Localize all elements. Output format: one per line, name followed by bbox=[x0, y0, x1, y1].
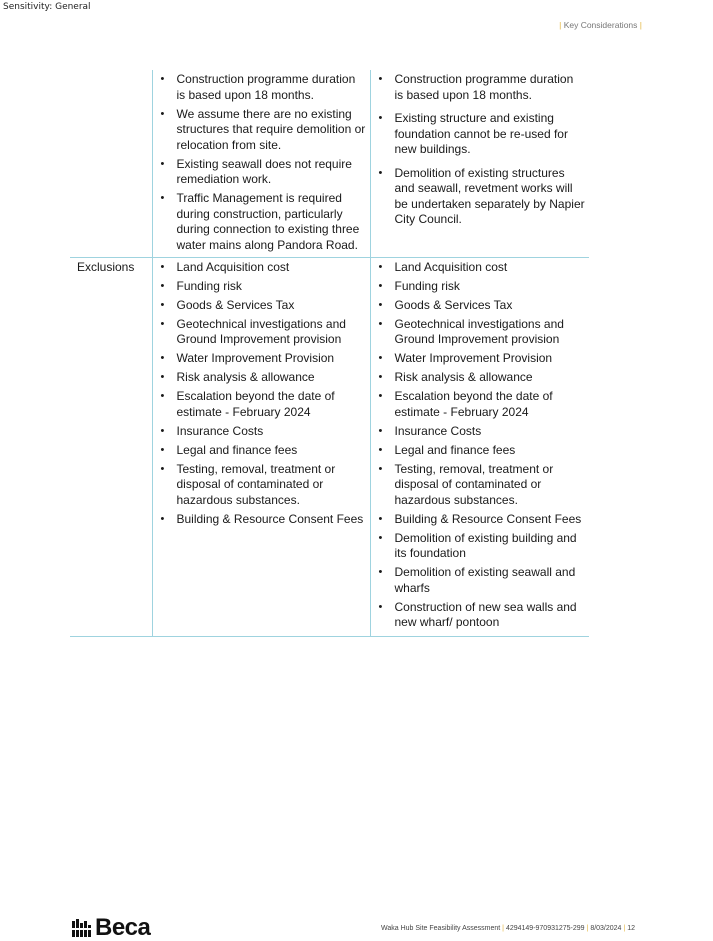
footer-info bbox=[381, 925, 635, 932]
list-item: • Construction programme duration is based upon 18 months. bbox=[377, 72, 586, 103]
list-item: • Demolition of existing structures and seawall, revetment works will be undertaken separately by Napier City Council. bbox=[377, 166, 586, 228]
list-item: • Risk analysis & allowance bbox=[377, 370, 586, 386]
list-item: • Testing, removal, treatment or disposal of contaminated or hazardous substances. bbox=[159, 462, 366, 509]
list-item: • Water Improvement Provision bbox=[377, 351, 586, 367]
assumptions-column-b bbox=[370, 70, 589, 257]
exclusions-list-b bbox=[377, 260, 586, 631]
list-item: • Land Acquisition cost bbox=[159, 260, 366, 276]
list-item: • Geotechnical investigations and Ground Improvement provision bbox=[159, 317, 366, 348]
assumptions-list-b bbox=[377, 72, 586, 228]
list-item: • Existing seawall does not require remediation work. bbox=[159, 157, 366, 188]
list-item: • Building & Resource Consent Fees bbox=[377, 512, 586, 528]
footer-separator: | bbox=[623, 925, 626, 932]
list-item: • Land Acquisition cost bbox=[377, 260, 586, 276]
exclusions-column-a bbox=[152, 257, 370, 637]
list-item: • Existing structure and existing foundation cannot be re-used for new buildings. bbox=[377, 111, 586, 158]
list-item: • Insurance Costs bbox=[377, 424, 586, 440]
list-item: • Insurance Costs bbox=[159, 424, 366, 440]
list-item: • Traffic Management is required during construction, particularly during connection to existing three water mains along Pandora Road. bbox=[159, 191, 366, 253]
footer-reference: 4294149-970931275-299 bbox=[505, 925, 585, 932]
list-item: • Escalation beyond the date of estimate - February 2024 bbox=[377, 389, 586, 420]
list-item: • Legal and finance fees bbox=[377, 443, 586, 459]
list-item: • Demolition of existing building and its foundation bbox=[377, 531, 586, 562]
list-item: • Funding risk bbox=[159, 279, 366, 295]
considerations-table bbox=[70, 70, 589, 637]
section-header bbox=[559, 20, 642, 30]
list-item: • Building & Resource Consent Fees bbox=[159, 512, 366, 528]
list-item: • We assume there are no existing structures that require demolition or relocation from site. bbox=[159, 107, 366, 154]
section-header-bar-right: | bbox=[639, 20, 642, 30]
exclusions-list-a bbox=[159, 260, 366, 528]
footer-date: 8/03/2024 bbox=[590, 925, 622, 932]
footer-page-number: 12 bbox=[627, 925, 635, 932]
section-header-bar-left: | bbox=[559, 20, 562, 30]
footer-separator: | bbox=[502, 925, 504, 932]
list-item: • Demolition of existing seawall and wharfs bbox=[377, 565, 586, 596]
list-item: • Testing, removal, treatment or disposal of contaminated or hazardous substances. bbox=[377, 462, 586, 509]
section-header-title: Key Considerations bbox=[563, 20, 638, 30]
list-item: • Funding risk bbox=[377, 279, 586, 295]
beca-logo bbox=[72, 914, 151, 941]
assumptions-row bbox=[70, 70, 589, 257]
assumptions-column-a bbox=[152, 70, 370, 257]
exclusions-row bbox=[70, 257, 589, 637]
list-item: • Construction programme duration is based upon 18 months. bbox=[159, 72, 366, 103]
exclusions-column-b bbox=[370, 257, 589, 637]
assumptions-label bbox=[70, 70, 152, 257]
list-item: • Water Improvement Provision bbox=[159, 351, 366, 367]
beca-logo-text: Beca bbox=[95, 914, 151, 941]
exclusions-label: Exclusions bbox=[70, 257, 152, 637]
list-item: • Construction of new sea walls and new wharf/ pontoon bbox=[377, 600, 586, 631]
footer-separator: | bbox=[586, 925, 589, 932]
list-item: • Geotechnical investigations and Ground Improvement provision bbox=[377, 317, 586, 348]
list-item: • Goods & Services Tax bbox=[159, 298, 366, 314]
list-item: • Goods & Services Tax bbox=[377, 298, 586, 314]
assumptions-list-a bbox=[159, 72, 366, 253]
sensitivity-label: Sensitivity: General bbox=[3, 2, 91, 12]
list-item: • Legal and finance fees bbox=[159, 443, 366, 459]
list-item: • Risk analysis & allowance bbox=[159, 370, 366, 386]
beca-logo-mark-icon bbox=[72, 919, 92, 937]
list-item: • Escalation beyond the date of estimate - February 2024 bbox=[159, 389, 366, 420]
footer-document-title: Waka Hub Site Feasibility Assessment bbox=[381, 925, 501, 932]
